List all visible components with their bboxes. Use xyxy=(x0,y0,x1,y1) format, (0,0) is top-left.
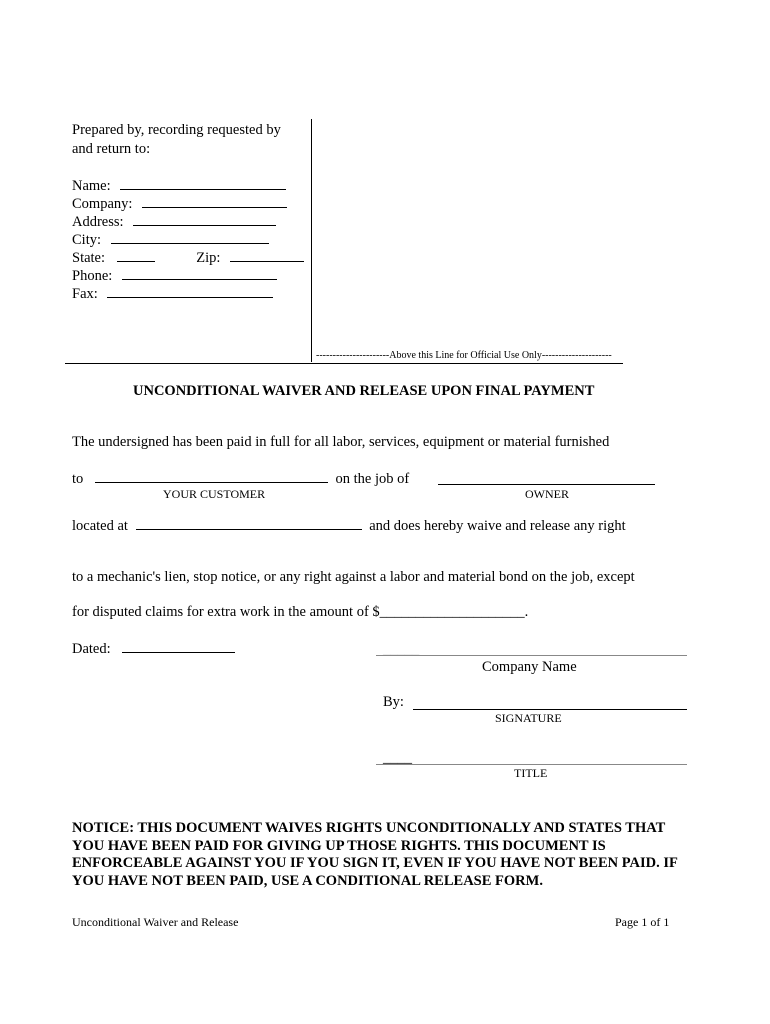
page-of: of xyxy=(650,915,661,929)
customer-blank xyxy=(95,469,328,483)
city-blank xyxy=(111,230,269,244)
disputed-claims-text: for disputed claims for extra work in the amount of $ xyxy=(72,604,380,620)
company-name-line xyxy=(376,655,687,656)
page-prefix: Page xyxy=(615,915,639,929)
official-use-line xyxy=(65,363,623,364)
to-customer-row xyxy=(72,469,409,488)
title-caption: TITLE xyxy=(514,766,548,780)
owner-blank xyxy=(438,484,655,485)
title-blank: ____ xyxy=(383,750,412,766)
phone-blank xyxy=(122,266,277,280)
amount-period: . xyxy=(524,604,529,620)
location-blank xyxy=(136,516,362,530)
amount-blank: ____________________ xyxy=(379,604,525,620)
footer-page-number xyxy=(615,915,669,929)
located-at-label: located at xyxy=(72,518,128,534)
zip-blank xyxy=(230,248,304,262)
waive-text: and does hereby waive and release any right xyxy=(369,518,626,534)
disputed-claims-row xyxy=(72,603,528,621)
fax-field-row xyxy=(72,284,273,303)
address-field-row xyxy=(72,212,276,231)
owner-caption: OWNER xyxy=(525,487,569,501)
footer-document-name: Unconditional Waiver and Release xyxy=(72,915,239,929)
header-vertical-divider xyxy=(311,119,312,362)
prepared-by-line1: Prepared by, recording requested by xyxy=(72,122,281,138)
notice-paragraph: NOTICE: THIS DOCUMENT WAIVES RIGHTS UNCONDITIONALLY AND STATES THAT YOU HAVE BEEN PAID FOR GIVING UP THOSE RIGHTS. THIS DOCUMENT IS ENFORCEABLE AGAINST YOU IF YOU SIGN IT, EVEN IF YOU HAVE NOT BEEN PAID. IF YOU HAVE NOT BEEN PAID, USE A CONDITIONAL RELEASE FORM. xyxy=(72,820,678,889)
phone-label: Phone: xyxy=(72,268,113,284)
page-total: 1 xyxy=(663,915,670,929)
located-at-row xyxy=(72,516,626,535)
document-title: UNCONDITIONAL WAIVER AND RELEASE UPON FINAL PAYMENT xyxy=(133,383,595,399)
city-field-row xyxy=(72,230,269,249)
official-use-label: ----------------------Above this Line for Official Use Only--------------------- xyxy=(316,350,612,361)
name-blank xyxy=(120,176,286,190)
signature-line xyxy=(413,709,687,710)
page-current: 1 xyxy=(641,915,648,929)
company-label: Company: xyxy=(72,196,133,212)
to-label: to xyxy=(72,471,84,487)
company-field-row xyxy=(72,194,287,213)
state-zip-field-row xyxy=(72,248,304,267)
phone-field-row xyxy=(72,266,277,285)
state-label: State: xyxy=(72,250,106,266)
on-the-job-of-label: on the job of xyxy=(335,471,410,487)
dated-label: Dated: xyxy=(72,641,111,657)
prepared-by-line2: and return to: xyxy=(72,141,151,157)
state-blank xyxy=(117,248,155,262)
title-line xyxy=(376,764,687,765)
zip-label: Zip: xyxy=(196,250,221,266)
name-label: Name: xyxy=(72,178,111,194)
name-field-row xyxy=(72,176,286,195)
fax-blank xyxy=(107,284,273,298)
company-name-caption: Company Name xyxy=(482,659,577,675)
company-name-blank: _____ xyxy=(383,642,420,658)
fax-label: Fax: xyxy=(72,286,98,302)
city-label: City: xyxy=(72,232,102,248)
date-blank xyxy=(122,639,235,653)
by-label: By: xyxy=(383,694,404,710)
company-blank xyxy=(142,194,287,208)
mechanics-lien-paragraph: to a mechanic's lien, stop notice, or any right against a labor and material bond on the job, except xyxy=(72,569,635,585)
dated-row xyxy=(72,639,235,658)
your-customer-caption: YOUR CUSTOMER xyxy=(163,487,266,501)
address-label: Address: xyxy=(72,214,124,230)
address-blank xyxy=(133,212,276,226)
signature-caption: SIGNATURE xyxy=(495,711,562,725)
paid-in-full-paragraph: The undersigned has been paid in full for all labor, services, equipment or material furnished xyxy=(72,434,610,450)
